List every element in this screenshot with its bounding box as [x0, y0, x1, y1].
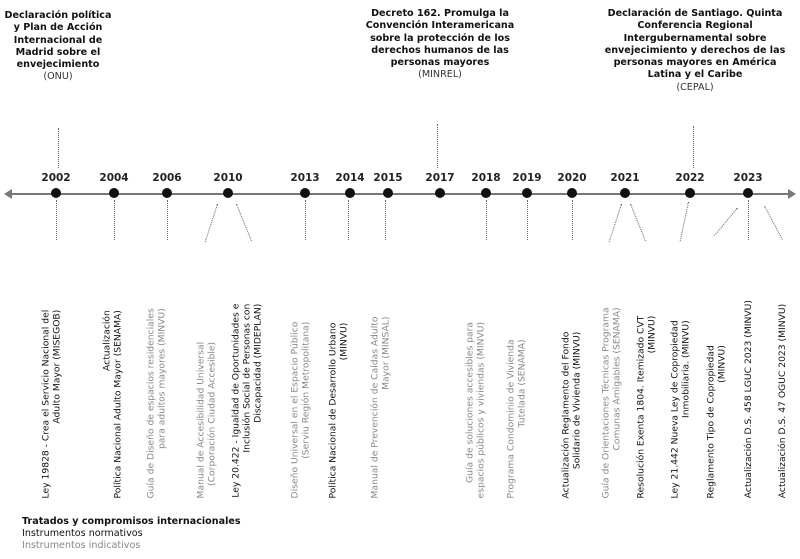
timeline-dot	[162, 188, 172, 198]
connector-line	[630, 204, 646, 241]
year-label: 2018	[471, 172, 501, 184]
connector-line	[58, 128, 59, 168]
connector-line	[56, 200, 57, 240]
instrument-label-ds-458: Actualización D.S. 458 LGUC 2023 (MINVU)	[742, 299, 754, 498]
instrument-label-ley-21442: Ley 21.442 Nueva Ley de Copropiedad Inmobiliaria. (MINVU)	[669, 319, 692, 498]
connector-line	[437, 124, 438, 168]
connector-line	[680, 202, 689, 241]
top-event-decreto-162	[360, 8, 520, 82]
connector-line	[486, 200, 487, 240]
instrument-label-politica-adulto-mayor: Actualización Política Nacional Adulto Mayor (SENAMA)	[101, 309, 124, 498]
timeline-dot	[345, 188, 355, 198]
year-label: 2013	[290, 172, 320, 184]
timeline-dot	[51, 188, 61, 198]
top-event-source: (CEPAL)	[676, 81, 714, 93]
instrument-label-fondo-solidario: Actualización Reglamento del Fondo Solidario de Vivienda (MINVU)	[560, 331, 583, 498]
year-label: 2019	[512, 172, 542, 184]
instrument-label-manual-accesibilidad: Manual de Accesibilidad Universal (Corporación Ciudad Accesible)	[195, 341, 218, 498]
instrument-label-comunas-amigables: Guía de Orientaciones Técnicas Programa Comunas Amigables (SENAMA)	[600, 306, 623, 498]
connector-line	[236, 204, 252, 241]
top-event-source: (MINREL)	[418, 69, 462, 81]
top-event-madrid	[2, 10, 114, 84]
legend-indicative: Instrumentos indicativos	[22, 540, 141, 551]
instrument-label-reglamento-copropiedad: Reglamento Tipo de Copropiedad (MINVU)	[705, 344, 728, 498]
top-event-santiago	[596, 8, 794, 94]
connector-line	[748, 200, 749, 240]
connector-line	[714, 208, 738, 236]
timeline-dot	[223, 188, 233, 198]
connector-line	[348, 200, 349, 240]
instrument-label-prevencion-caidas: Manual de Prevención de Caídas Adulto Mayor (MINSAL)	[369, 316, 392, 498]
connector-line	[609, 204, 622, 242]
instrument-label-guia-residenciales: Guía de Diseño de espacios residenciales para adultos mayores (MINVU)	[145, 307, 168, 498]
year-label: 2020	[557, 172, 587, 184]
year-label: 2023	[733, 172, 763, 184]
connector-line	[385, 200, 386, 240]
timeline-dot	[300, 188, 310, 198]
arrow-right-icon	[788, 189, 796, 199]
connector-line	[114, 200, 115, 240]
instrument-label-ds-47: Actualización D.S. 47 OGUC 2023 (MINVU)	[776, 303, 788, 498]
instrument-label-ley-20422: Ley 20.422 - Igualdad de Oportunidades e Inclusión Social de Personas con Discapacidad (MIDEPLAN)	[230, 303, 264, 498]
timeline-dot	[435, 188, 445, 198]
connector-line	[205, 204, 218, 242]
year-label: 2021	[610, 172, 640, 184]
connector-line	[167, 200, 168, 240]
arrow-left-icon	[4, 189, 12, 199]
year-label: 2017	[425, 172, 455, 184]
year-label: 2022	[675, 172, 705, 184]
connector-line	[764, 206, 783, 240]
instrument-label-diseno-universal: Diseño Universal en el Espacio Público (Serviu Región Metropolitana)	[289, 321, 312, 498]
legend-treaties: Tratados y compromisos internacionales	[22, 516, 241, 527]
timeline-axis	[8, 193, 792, 195]
timeline-dot	[109, 188, 119, 198]
year-label: 2006	[152, 172, 182, 184]
instrument-label-condominio-tutelada: Programa Condominio de Vivienda Tutelada (SENAMA)	[505, 338, 528, 498]
timeline-dot	[567, 188, 577, 198]
year-label: 2010	[213, 172, 243, 184]
timeline-dot	[383, 188, 393, 198]
timeline-dot	[685, 188, 695, 198]
top-event-title: Declaración política y Plan de Acción Internacional de Madrid sobre el envejecimiento	[4, 10, 112, 71]
connector-line	[693, 126, 694, 168]
connector-line	[305, 200, 306, 240]
timeline-dot	[481, 188, 491, 198]
top-event-source: (ONU)	[43, 71, 73, 83]
year-label: 2015	[373, 172, 403, 184]
connector-line	[527, 200, 528, 240]
legend-normative: Instrumentos normativos	[22, 528, 143, 539]
year-label: 2002	[41, 172, 71, 184]
instrument-label-soluciones-accesibles: Guía de soluciones accesibles para espacios públicos y viviendas (MINVU)	[464, 321, 487, 498]
connector-line	[572, 200, 573, 240]
instrument-label-ley-19828: Ley 19828 - Crea el Servicio Nacional del Adulto Mayor (MISEGOB)	[40, 309, 63, 498]
instrument-label-resolucion-1804: Resolución Exenta 1804. Itemizado CVT (MINVU)	[635, 315, 658, 498]
top-event-title: Decreto 162. Promulga la Convención Interamericana sobre la protección de los derechos humanos de las personas mayores	[365, 8, 515, 69]
year-label: 2004	[99, 172, 129, 184]
top-event-title: Declaración de Santiago. Quinta Conferencia Regional Intergubernamental sobre envejecimiento y derechos de las personas mayores en América Latina y el Caribe	[604, 8, 786, 81]
instrument-label-politica-desarrollo-urbano: Política Nacional de Desarrollo Urbano (MINVU)	[327, 322, 350, 498]
timeline-dot	[743, 188, 753, 198]
year-label: 2014	[335, 172, 365, 184]
timeline-dot	[522, 188, 532, 198]
timeline-dot	[620, 188, 630, 198]
